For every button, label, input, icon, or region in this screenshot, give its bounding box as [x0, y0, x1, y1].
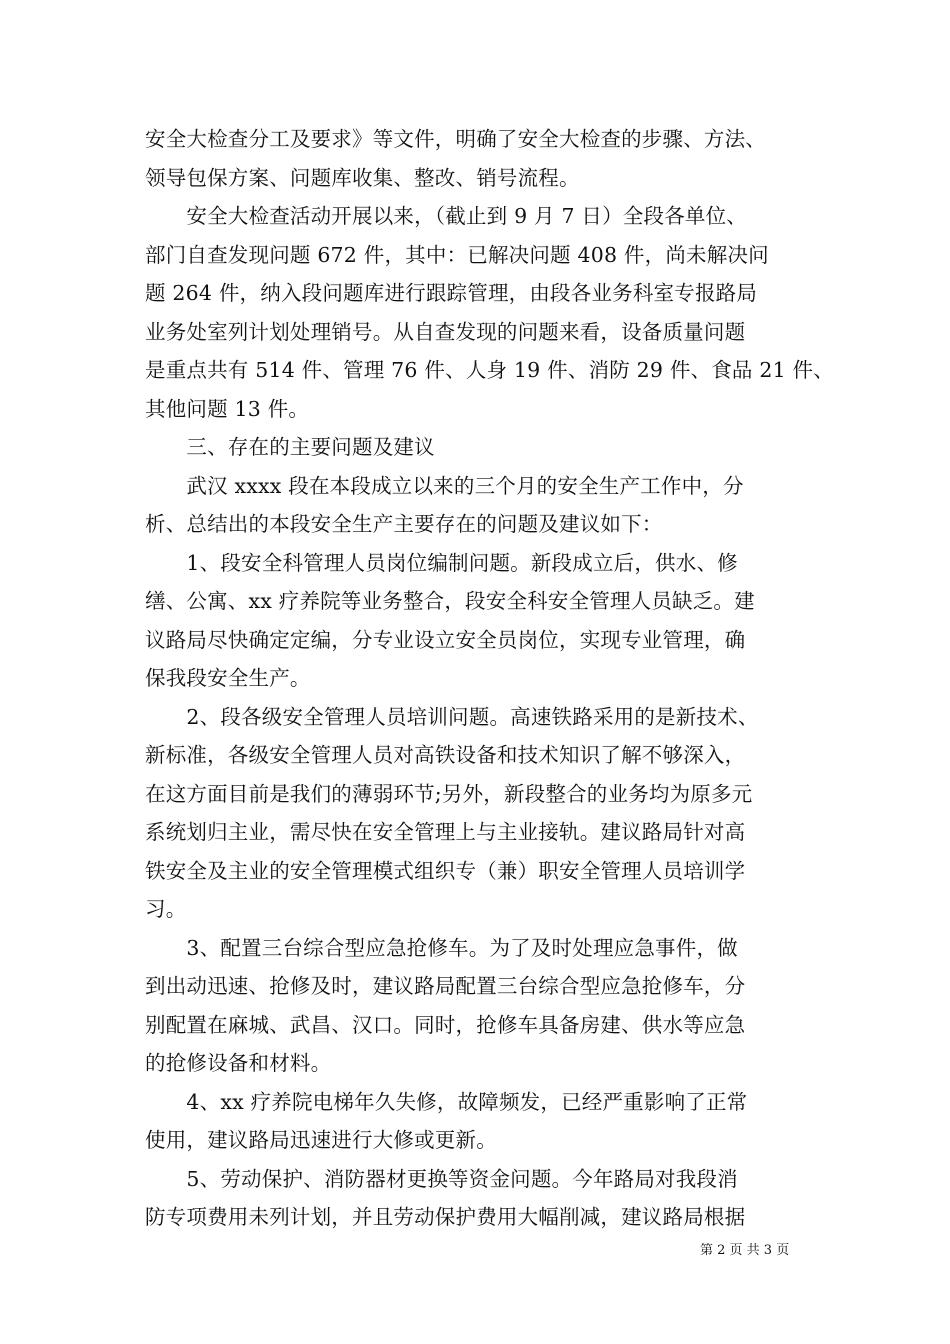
page-number-footer: 第 2 页 共 3 页 [700, 1243, 790, 1258]
text-line: 题 264 件，纳入段问题库进行跟踪管理，由段各业务科室专报路局 [145, 281, 758, 305]
text-line: 系统划归主业，需尽快在安全管理上与主业接轨。建议路局针对高 [145, 820, 746, 844]
text-line: 析、总结出的本段安全生产主要存在的问题及建议如下： [145, 512, 663, 536]
text-line: 2、段各级安全管理人员培训问题。高速铁路采用的是新技术、 [145, 704, 759, 729]
text-line: 的抢修设备和材料。 [145, 1051, 332, 1075]
text-line: 业务处室列计划处理销号。从自查发现的问题来看，设备质量问题 [145, 319, 746, 344]
text-line: 别配置在麻城、武昌、汉口。同时，抢修车具备房建、供水等应急 [145, 1012, 746, 1037]
text-line: 使用，建议路局迅速进行大修或更新。 [145, 1128, 497, 1152]
text-line: 部门自查发现问题 672 件，其中：已解决问题 408 件，尚未解决问 [145, 242, 769, 267]
text-line: 其他问题 13 件。 [145, 396, 310, 421]
text-line: 5、劳动保护、消防器材更换等资金问题。今年路局对我段消 [145, 1166, 738, 1191]
text-line: 议路局尽快确定定编，分专业设立安全员岗位，实现专业管理，确 [145, 627, 746, 652]
text-line: 4、xx 疗养院电梯年久失修，故障频发，已经严重影响了正常 [145, 1089, 748, 1114]
text-line: 习。 [145, 897, 187, 921]
section-heading: 三、存在的主要问题及建议 [145, 435, 435, 459]
text-line: 3、配置三台综合型应急抢修车。为了及时处理应急事件，做 [145, 935, 738, 960]
document-body [145, 120, 834, 1237]
text-line: 新标准，各级安全管理人员对高铁设备和技术知识了解不够深入， [145, 743, 746, 767]
text-line: 在这方面目前是我们的薄弱环节;另外，新段整合的业务均为原多元 [145, 781, 753, 806]
text-line: 安全大检查分工及要求》等文件，明确了安全大检查的步骤、方法、 [145, 127, 766, 151]
text-line: 铁安全及主业的安全管理模式组织专（兼）职安全管理人员培训学 [145, 858, 746, 883]
text-line: 缮、公寓、xx 疗养院等业务整合，段安全科安全管理人员缺乏。建 [145, 589, 755, 613]
text-line: 到出动迅速、抢修及时，建议路局配置三台综合型应急抢修车，分 [145, 974, 746, 998]
text-line: 领导包保方案、问题库收集、整改、销号流程。 [145, 165, 580, 190]
text-line: 是重点共有 514 件、管理 76 件、人身 19 件、消防 29 件、食品 21 件、 [145, 358, 834, 382]
text-line: 武汉 xxxx 段在本段成立以来的三个月的安全生产工作中，分 [145, 473, 744, 498]
text-line: 1、段安全科管理人员岗位编制问题。新段成立后，供水、修 [145, 550, 738, 575]
text-line: 安全大检查活动开展以来，（截止到 9 月 7 日）全段各单位、 [145, 204, 747, 228]
text-line: 防专项费用未列计划，并且劳动保护费用大幅削减，建议路局根据 [145, 1205, 746, 1229]
text-line: 保我段安全生产。 [145, 666, 311, 690]
